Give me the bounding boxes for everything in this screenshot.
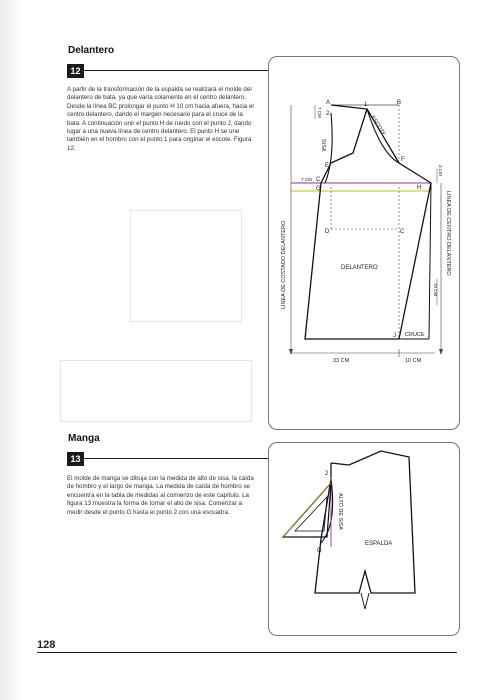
point-E-label: E: [325, 163, 330, 169]
delantero-label: DELANTERO: [341, 265, 378, 271]
delantero-paragraph: A partir de la transformación de la espalda se realizará el molde del delantero de bata, ya que varía solamente en el centro delantero. Desde la línea BC prolongar el punto H 10 cm hacia afuera, hacia el centro delantero, dando el margen necesario para el cruce de la bata. A continuación unir el punto H de ruedo con el punto J, dando lugar a una nueva línea de centro delantero. El punto H se une también en el hombro con el punto 1 para originar el escote. Figura 12.: [67, 86, 254, 152]
figure-13-panel: [268, 442, 460, 636]
section-rule: [84, 458, 272, 459]
show-through-rectangle: [60, 360, 252, 422]
point-H-label: H: [417, 185, 422, 191]
cm7-side-label: 7 CM: [301, 177, 312, 182]
point-C-label: C: [316, 177, 321, 183]
point-G-label: G: [316, 186, 321, 192]
escote-label: ESCOTE: [369, 114, 387, 138]
manga-pattern-diagram: [269, 443, 459, 635]
section-heading-manga: Manga: [68, 433, 100, 444]
point-2-label: 2: [326, 111, 330, 117]
figure-badge-13: 13: [67, 452, 84, 466]
dim-33cm-label: 33 CM: [333, 358, 350, 364]
footer-rule: [37, 652, 457, 653]
section-heading-delantero: Delantero: [68, 45, 115, 56]
figure-12-panel: [268, 56, 460, 430]
point-2-label: 2: [325, 471, 329, 477]
cm3-label: 3 CM: [438, 165, 443, 176]
alto-de-sisa-label: ALTO DE SISA: [337, 493, 343, 531]
cm10-side-label: 10 CM: [433, 283, 438, 297]
dim-10cm-label: 10 CM: [405, 358, 422, 364]
point-B-label: B: [397, 100, 402, 106]
show-through-rectangle: [130, 210, 242, 322]
cm7-top-label: 7 CM: [317, 107, 322, 118]
espalda-label: ESPALDA: [365, 541, 393, 547]
point-D-label: D: [325, 229, 330, 235]
linea-centro-label: LINEA DE CENTRO DELANTERO: [445, 191, 451, 276]
book-gutter: [0, 0, 22, 700]
point-G-label: G: [317, 548, 322, 554]
point-F-label: F: [401, 157, 405, 163]
point-J-label: J: [393, 333, 396, 339]
point-C2-label: C: [400, 229, 405, 235]
point-A-label: A: [326, 100, 331, 106]
delantero-pattern-diagram: [269, 57, 459, 429]
cruce-label: CRUCE: [405, 332, 425, 338]
point-1-label: 1: [364, 102, 368, 108]
linea-costado-label: LINEA DE COSTADO DELANTERO: [281, 220, 287, 309]
section-rule: [84, 70, 272, 71]
manga-paragraph: El molde de manga se dibuja con la medida de alto de sisa, la caída de hombro y el largo de manga. La medida de caída de hombro se encuentra en la tabla de medidas al comienzo de este capítulo. La figura 13 muestra la forma de tomar el alto de sisa. Comenzar a medir desde el punto G hasta el punto 2 con una escuadra.: [67, 475, 254, 516]
sisa-label: SISA: [320, 139, 326, 152]
page-number: 128: [37, 639, 56, 651]
point-I-label: I: [305, 333, 307, 339]
figure-badge-12: 12: [67, 64, 84, 78]
